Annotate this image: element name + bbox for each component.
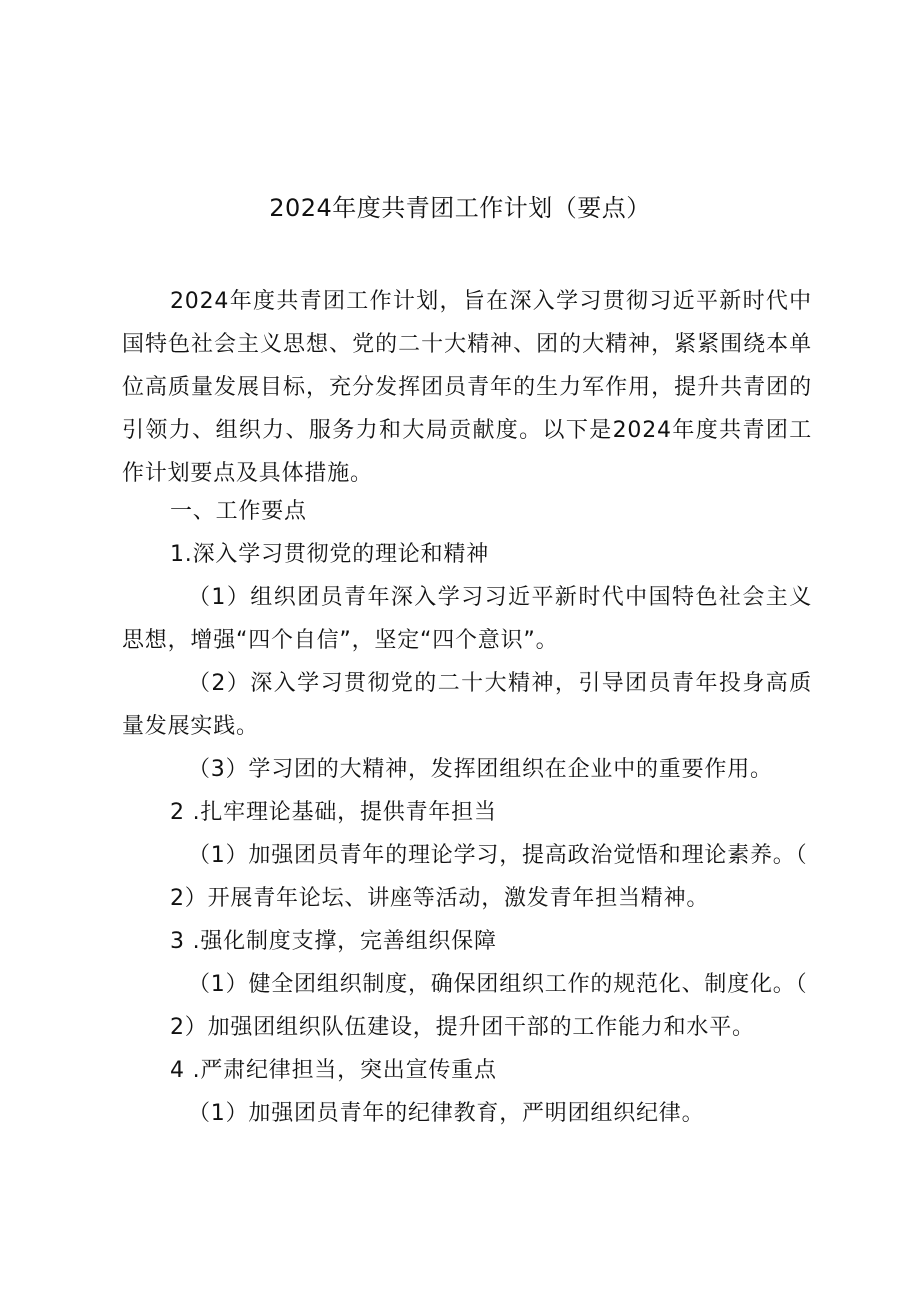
item4-line-1: （1）加强团员青年的纪律教育，严明团组织纪律。 bbox=[188, 1101, 705, 1126]
item4-heading: 4 .严肃纪律担当，突出宣传重点 bbox=[170, 1058, 497, 1083]
item1-paragraph-1: （1）组织团员青年深入学习习近平新时代中国特色社会主义思想，增强“四个自信”，坚定“四个意识”。 bbox=[122, 585, 812, 653]
item2-line-2: 2）开展青年论坛、讲座等活动，激发青年担当精神。 bbox=[170, 886, 710, 911]
item2-heading: 2 .扎牢理论基础，提供青年担当 bbox=[170, 800, 497, 825]
document-title: 2024年度共青团工作计划（要点） bbox=[269, 194, 651, 222]
item3-line-1: （1）健全团组织制度，确保团组织工作的规范化、制度化。（ bbox=[188, 972, 808, 997]
item1-paragraph-2: （2）深入学习贯彻党的二十大精神，引导团员青年投身高质量发展实践。 bbox=[122, 671, 812, 739]
section-heading-work-points: 一、工作要点 bbox=[170, 499, 307, 524]
intro-paragraph: 2024年度共青团工作计划，旨在深入学习贯彻习近平新时代中国特色社会主义思想、党的二十大精神、团的大精神，紧紧围绕本单位高质量发展目标，充分发挥团员青年的生力军作用，提升共青团的引领力、组织力、服务力和大局贡献度。以下是2024年度共青团工作计划要点及具体措施。 bbox=[122, 289, 812, 486]
item1-heading: 1.深入学习贯彻党的理论和精神 bbox=[170, 542, 489, 567]
item3-heading: 3 .强化制度支撑，完善组织保障 bbox=[170, 929, 497, 954]
item1-paragraph-3: （3）学习团的大精神，发挥团组织在企业中的重要作用。 bbox=[188, 757, 773, 782]
item2-line-1: （1）加强团员青年的理论学习，提高政治觉悟和理论素养。（ bbox=[188, 843, 808, 868]
item3-line-2: 2）加强团组织队伍建设，提升团干部的工作能力和水平。 bbox=[170, 1015, 755, 1040]
